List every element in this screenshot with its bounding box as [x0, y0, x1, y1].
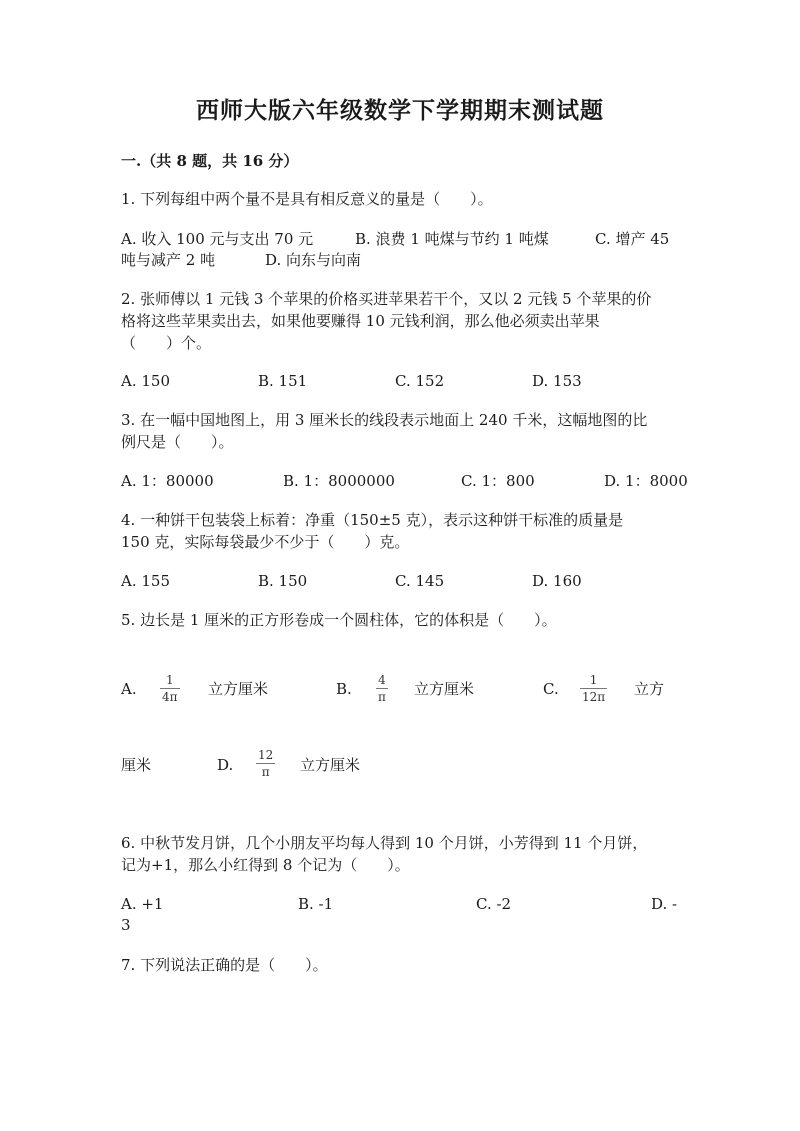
question-5-option-d-fraction: [256, 748, 275, 779]
question-3-option-c: C. 1：800: [461, 472, 535, 490]
question-4-line-2: 150 克，实际每袋最少不少于（ ）克。: [121, 533, 410, 551]
question-7-stem: 7. 下列说法正确的是（ ）。: [121, 956, 328, 974]
fraction-bar: [580, 688, 607, 689]
question-5-option-d-unit: 立方厘米: [300, 756, 361, 774]
fraction-numerator: 12: [258, 748, 274, 762]
question-6-option-a: A. +1: [121, 895, 164, 913]
question-5-option-b-fraction: [376, 673, 388, 704]
question-3-option-a: A. 1：80000: [121, 472, 214, 490]
question-2-option-b: B. 151: [258, 372, 308, 390]
question-6-line-2: 记为+1，那么小红得到 8 个记为（ ）。: [121, 856, 410, 874]
fraction-bar: [160, 688, 180, 689]
question-6-option-d-cont: 3: [121, 916, 131, 934]
fraction-bar: [376, 688, 388, 689]
question-1-option-d: D. 向东与向南: [265, 251, 362, 269]
question-1-stem: 1. 下列每组中两个量不是具有相反意义的量是（ ）。: [121, 190, 493, 208]
question-1-option-b: B. 浪费 1 吨煤与节约 1 吨煤: [355, 230, 549, 248]
question-4-line-1: 4. 一种饼干包装袋上标着：净重（150±5 克），表示这种饼干标准的质量是: [121, 511, 624, 529]
question-3-line-1: 3. 在一幅中国地图上，用 3 厘米长的线段表示地面上 240 千米，这幅地图的比: [121, 411, 648, 429]
question-6-option-b: B. -1: [298, 895, 334, 913]
question-6-option-d: D. -: [651, 895, 678, 913]
question-2-line-3: （ ）个。: [121, 334, 212, 352]
question-1-option-c: C. 增产 45: [595, 230, 670, 248]
question-1-option-a: A. 收入 100 元与支出 70 元: [121, 230, 314, 248]
question-2-option-c: C. 152: [395, 372, 445, 390]
page-title: 西师大版六年级数学下学期期末测试题: [196, 97, 604, 124]
question-4-option-d: D. 160: [532, 572, 582, 590]
question-5-option-c-label: C.: [543, 680, 559, 698]
fraction-numerator: 1: [165, 673, 174, 687]
question-2-option-a: A. 150: [121, 372, 170, 390]
question-2-line-2: 格将这些苹果卖出去，如果他要赚得 10 元钱利润，那么他必须卖出苹果: [121, 312, 600, 330]
question-5-option-a-fraction: [160, 673, 180, 704]
fraction-numerator: 4: [378, 673, 386, 687]
question-6-option-c: C. -2: [476, 895, 512, 913]
question-3-line-2: 例尺是（ ）。: [121, 433, 234, 451]
question-2-option-d: D. 153: [532, 372, 582, 390]
fraction-denominator: π: [378, 690, 386, 704]
question-4-option-b: B. 150: [258, 572, 308, 590]
section-heading: 一.（共 8 题，共 16 分）: [121, 152, 299, 170]
question-3-option-d: D. 1：8000: [604, 472, 688, 490]
question-2-line-1: 2. 张师傅以 1 元钱 3 个苹果的价格买进苹果若干个，又以 2 元钱 5 个苹果的价: [121, 290, 652, 308]
question-5-stem: 5. 边长是 1 厘米的正方形卷成一个圆柱体，它的体积是（ ）。: [121, 611, 557, 629]
question-5-option-c-unit: 立方: [634, 680, 665, 698]
question-4-option-a: A. 155: [121, 572, 170, 590]
question-5-option-b-label: B.: [336, 680, 352, 698]
question-3-option-b: B. 1：8000000: [283, 472, 395, 490]
fraction-denominator: 12π: [582, 690, 606, 704]
question-6-line-1: 6. 中秋节发月饼，几个小朋友平均每人得到 10 个月饼，小芳得到 11 个月饼，: [121, 834, 648, 852]
fraction-denominator: π: [261, 765, 270, 779]
fraction-bar: [256, 763, 275, 764]
question-5-option-c-unit-cont: 厘米: [121, 756, 152, 774]
fraction-denominator: 4π: [162, 690, 178, 704]
question-5-option-a-unit: 立方厘米: [208, 680, 269, 698]
question-5-option-b-unit: 立方厘米: [414, 680, 475, 698]
fraction-numerator: 1: [589, 673, 598, 687]
question-5-option-c-fraction: [580, 673, 607, 704]
question-5-option-d-label: D.: [217, 756, 234, 774]
question-4-option-c: C. 145: [395, 572, 445, 590]
question-1-option-c-cont: 吨与减产 2 吨: [121, 251, 216, 269]
question-5-option-a-label: A.: [121, 680, 137, 698]
